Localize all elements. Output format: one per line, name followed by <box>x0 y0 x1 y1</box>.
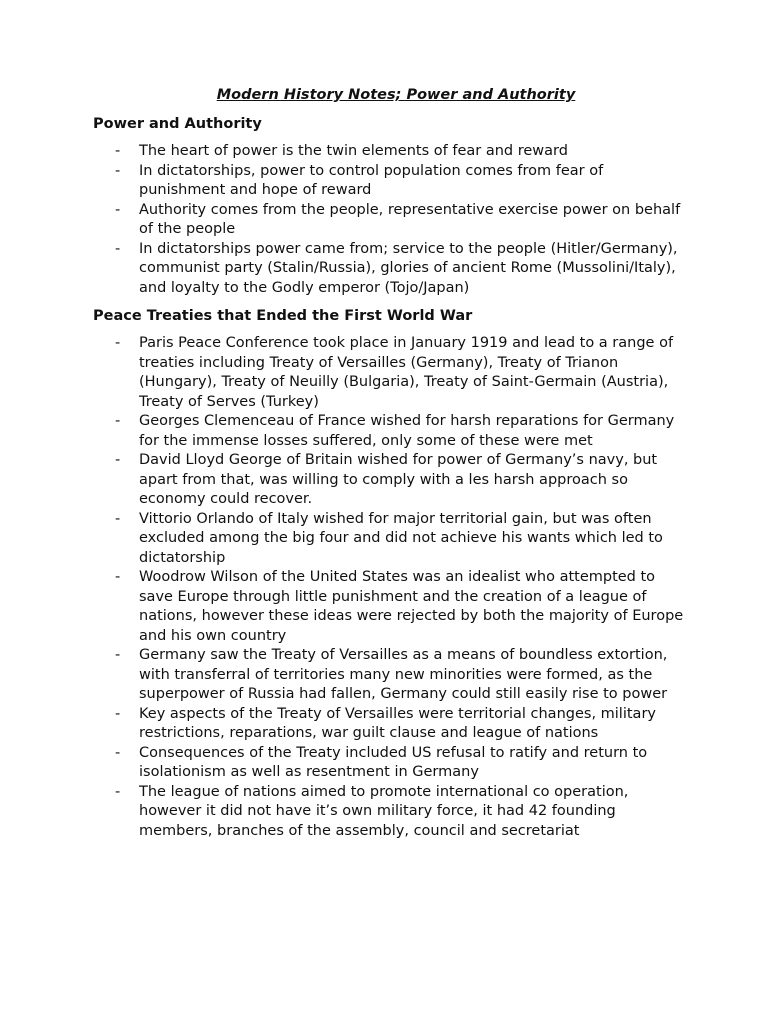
bullet-dash: - <box>115 744 121 761</box>
list-item <box>93 334 693 412</box>
bullet-dash: - <box>115 783 121 800</box>
list-item-text: In dictatorships power came from; service to the people (Hitler/Germany), communist party (Stalin/Russia), glories of ancient Rome (Mussolini/Italy), and loyalty to the Godly emperor (Tojo/Japan) <box>139 240 678 296</box>
list-item <box>93 783 693 842</box>
section-heading-power-authority: Power and Authority <box>93 116 262 132</box>
bullet-dash: - <box>115 569 121 585</box>
bullet-dash: - <box>115 162 121 179</box>
list-item <box>93 240 693 299</box>
list-item <box>93 142 693 162</box>
list-item-text: Vittorio Orlando of Italy wished for major territorial gain, but was often excluded among the big four and did not achieve his wants which led to dictatorship <box>139 510 663 566</box>
list-item-text: David Lloyd George of Britain wished for power of Germany’s navy, but apart from that, was willing to comply with a les harsh approach so economy could recover. <box>139 452 658 507</box>
list-item-text: The heart of power is the twin elements of fear and reward <box>139 143 568 159</box>
list-item-text: In dictatorships, power to control population comes from fear of punishment and hope of reward <box>139 162 604 198</box>
bullet-dash: - <box>115 510 121 527</box>
list-item <box>93 744 693 783</box>
list-item-text: Key aspects of the Treaty of Versailles were territorial changes, military restrictions, reparations, war guilt clause and league of nations <box>139 705 656 741</box>
bullet-list-power-authority <box>93 142 693 298</box>
list-item <box>93 412 693 451</box>
document-title: Modern History Notes; Power and Authority <box>216 87 576 103</box>
list-item <box>93 646 693 705</box>
list-item <box>93 451 693 510</box>
list-item <box>93 201 693 240</box>
list-item-text: Paris Peace Conference took place in January 1919 and lead to a range of treaties including Treaty of Versailles (Germany), Treaty of Trianon (Hungary), Treaty of Neuilly (Bulgaria), Treaty of Saint-Germain (Austria), Treaty of Serves (Turkey) <box>139 335 674 410</box>
list-item-text: Authority comes from the people, representative exercise power on behalf of the people <box>139 201 681 237</box>
list-item <box>93 162 693 201</box>
bullet-list-peace-treaties <box>93 334 693 841</box>
bullet-dash: - <box>115 240 121 257</box>
section-heading-peace-treaties: Peace Treaties that Ended the First World War <box>93 308 473 324</box>
document-page <box>93 85 693 849</box>
bullet-dash: - <box>115 413 121 429</box>
list-item-text: Woodrow Wilson of the United States was an idealist who attempted to save Europe through little punishment and the creation of a league of nations, however these ideas were rejected by both the majority of Europe and his own country <box>139 569 684 644</box>
list-item <box>93 705 693 744</box>
list-item <box>93 568 693 646</box>
bullet-dash: - <box>115 335 121 351</box>
bullet-dash: - <box>115 143 121 159</box>
bullet-dash: - <box>115 705 121 722</box>
list-item-text: The league of nations aimed to promote international co operation, however it did not have it’s own military force, it had 42 founding members, branches of the assembly, council and secretariat <box>139 783 629 839</box>
list-item-text: Georges Clemenceau of France wished for harsh reparations for Germany for the immense losses suffered, only some of these were met <box>139 413 675 449</box>
bullet-dash: - <box>115 452 121 468</box>
list-item-text: Germany saw the Treaty of Versailles as a means of boundless extortion, with transferral of territories many new minorities were formed, as the superpower of Russia had fallen, Germany could still easily rise to power <box>139 647 668 702</box>
list-item <box>93 510 693 569</box>
bullet-dash: - <box>115 647 121 663</box>
list-item-text: Consequences of the Treaty included US refusal to ratify and return to isolationism as well as resentment in Germany <box>139 744 648 780</box>
bullet-dash: - <box>115 201 121 218</box>
